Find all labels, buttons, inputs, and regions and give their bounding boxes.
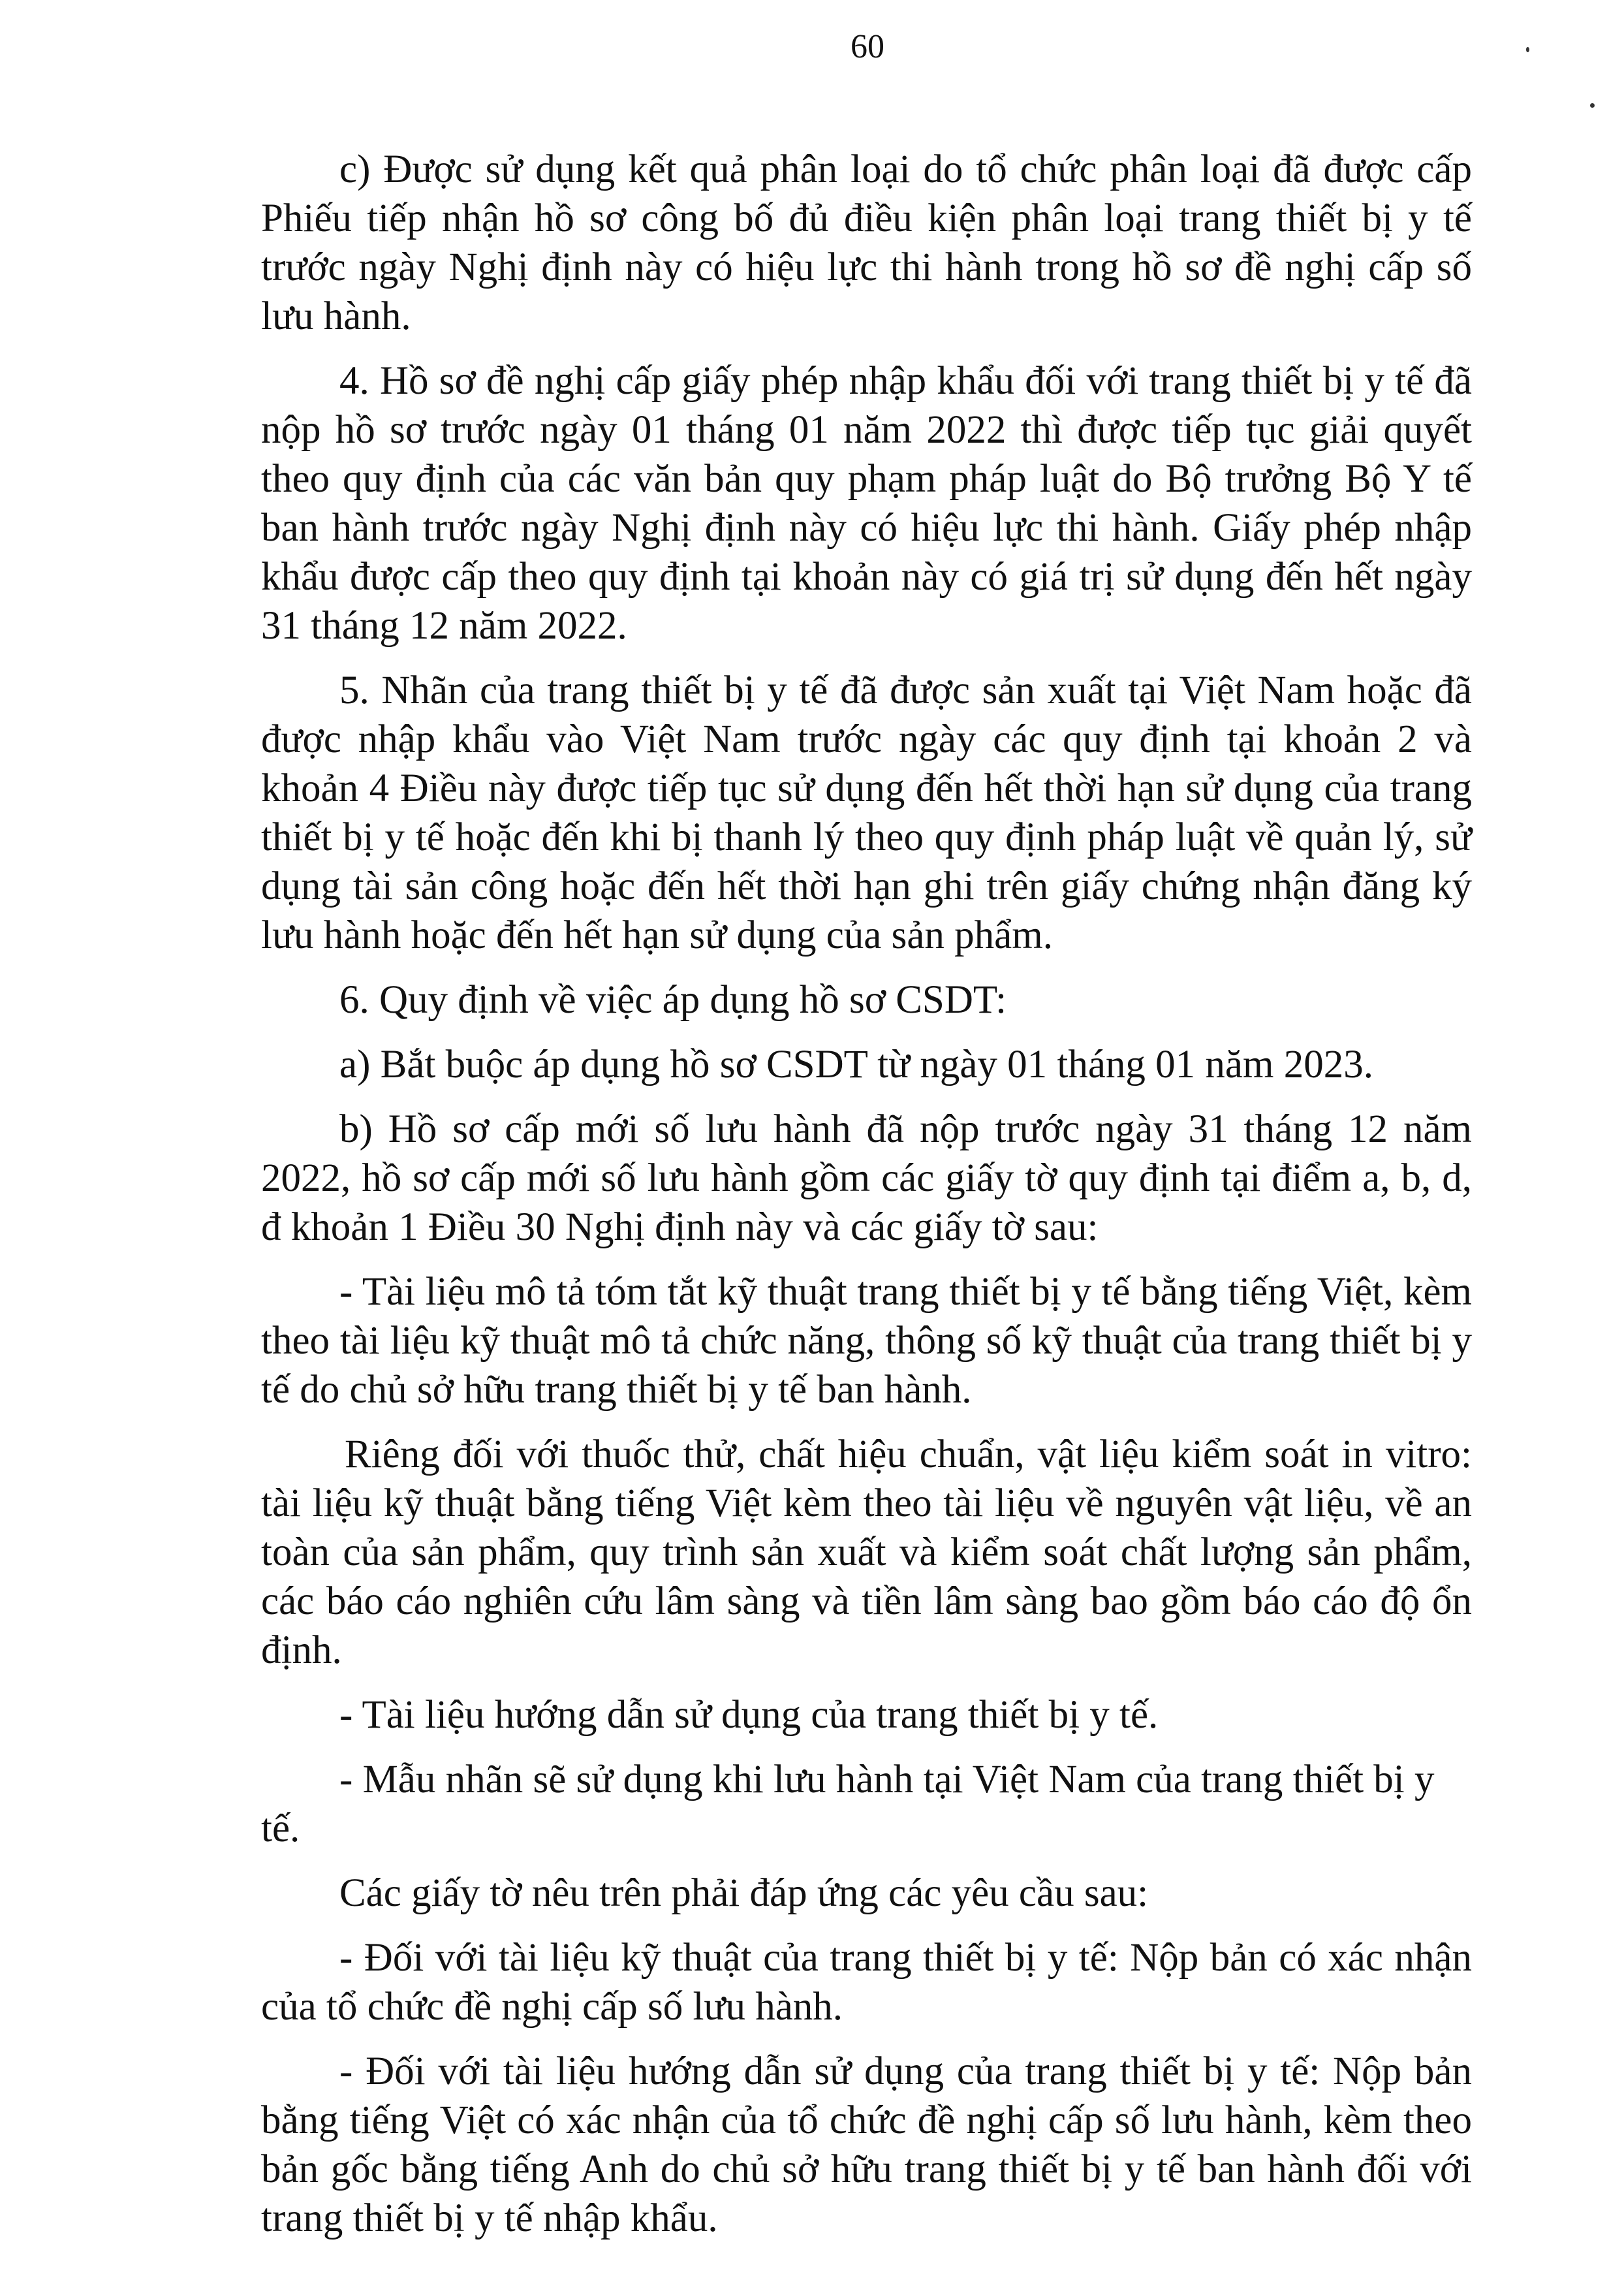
paragraph-requirements-intro: Các giấy tờ nêu trên phải đáp ứng các yêu cầu sau: bbox=[339, 1871, 1149, 1915]
paragraph-bullet-user-manual: - Tài liệu hướng dẫn sử dụng của trang thiết bị y tế. bbox=[339, 1693, 1159, 1737]
paragraph-clause-4: 4. Hồ sơ đề nghị cấp giấy phép nhập khẩu đối với trang thiết bị y tế đã nộp hồ sơ trước ngày 01 tháng 01 năm 2022 thì được tiếp tục giải quyết theo quy định của các văn bản quy phạm pháp luật do Bộ trưởng Bộ Y tế ban hành trước ngày Nghị định này có hiệu lực thi hành. Giấy phép nhập khẩu được cấp theo quy định tại khoản này có giá trị sử dụng đến hết ngày 31 tháng 12 năm 2022. bbox=[261, 359, 1472, 648]
paragraph-bullet-manual-docs: - Đối với tài liệu hướng dẫn sử dụng của trang thiết bị y tế: Nộp bản bằng tiếng Việt có xác nhận của tổ chức đề nghị cấp số lưu hành, kèm theo bản gốc bằng tiếng Anh do chủ sở hữu trang thiết bị y tế ban hành đối với trang thiết bị y tế nhập khẩu. bbox=[261, 2050, 1472, 2240]
document-body bbox=[261, 145, 1472, 2258]
paragraph-item-a: a) Bắt buộc áp dụng hồ sơ CSDT từ ngày 01 tháng 01 năm 2023. bbox=[339, 1043, 1373, 1086]
paragraph-in-vitro-note: Riêng đối với thuốc thử, chất hiệu chuẩn, vật liệu kiểm soát in vitro: tài liệu kỹ thuật bằng tiếng Việt kèm theo tài liệu về nguyên vật liệu, về an toàn của sản phẩm, quy trình sản xuất và kiểm soát chất lượng sản phẩm, các báo cáo nghiên cứu lâm sàng và tiền lâm sàng bao gồm báo cáo độ ổn định. bbox=[261, 1433, 1472, 1672]
paragraph-clause-6-heading: 6. Quy định về việc áp dụng hồ sơ CSDT: bbox=[339, 978, 1007, 1022]
paragraph-item-c: c) Được sử dụng kết quả phân loại do tổ chức phân loại đã được cấp Phiếu tiếp nhận hồ sơ công bố đủ điều kiện phân loại trang thiết bị y tế trước ngày Nghị định này có hiệu lực thi hành trong hồ sơ đề nghị cấp số lưu hành. bbox=[261, 148, 1472, 338]
paragraph-clause-5: 5. Nhãn của trang thiết bị y tế đã được sản xuất tại Việt Nam hoặc đã được nhập khẩu vào Việt Nam trước ngày các quy định tại khoản 2 và khoản 4 Điều này được tiếp tục sử dụng đến hết thời hạn sử dụng của trang thiết bị y tế hoặc đến khi bị thanh lý theo quy định pháp luật về quản lý, sử dụng tài sản công hoặc đến hết thời hạn ghi trên giấy chứng nhận đăng ký lưu hành hoặc đến hết hạn sử dụng của sản phẩm. bbox=[261, 669, 1472, 957]
paragraph-bullet-technical-docs: - Đối với tài liệu kỹ thuật của trang thiết bị y tế: Nộp bản có xác nhận của tổ chức đề nghị cấp số lưu hành. bbox=[261, 1936, 1472, 2029]
paragraph-bullet-technical-summary: - Tài liệu mô tả tóm tắt kỹ thuật trang thiết bị y tế bằng tiếng Việt, kèm theo tài liệu kỹ thuật mô tả chức năng, thông số kỹ thuật của trang thiết bị y tế do chủ sở hữu trang thiết bị y tế ban hành. bbox=[261, 1270, 1472, 1412]
paragraph-item-b: b) Hồ sơ cấp mới số lưu hành đã nộp trước ngày 31 tháng 12 năm 2022, hồ sơ cấp mới số lưu hành gồm các giấy tờ quy định tại điểm a, b, d, đ khoản 1 Điều 30 Nghị định này và các giấy tờ sau: bbox=[261, 1107, 1472, 1249]
page-number: 60 bbox=[851, 28, 884, 65]
scan-speck bbox=[1590, 103, 1595, 108]
scan-speck bbox=[1526, 47, 1529, 52]
paragraph-bullet-label-sample: - Mẫu nhãn sẽ sử dụng khi lưu hành tại Việt Nam của trang thiết bị y tế. bbox=[261, 1758, 1435, 1850]
